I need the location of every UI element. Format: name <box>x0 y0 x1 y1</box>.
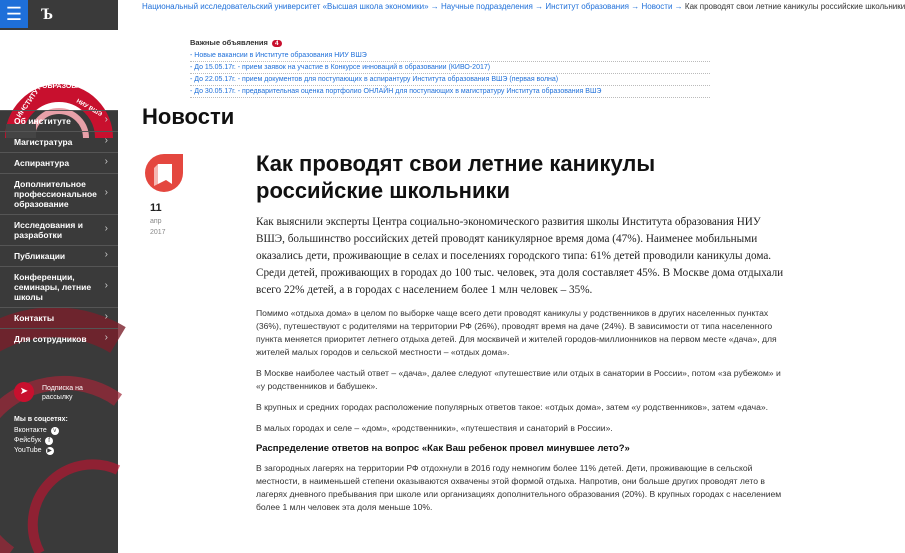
article-subheading: Распределение ответов на вопрос «Как Ваш ребенок провел минувшее лето?» <box>256 443 630 454</box>
sidebar-item[interactable] <box>0 266 118 307</box>
article <box>256 150 784 522</box>
article-year: 2017 <box>150 229 166 236</box>
institute-logo-line-2: ОБРАЗОВАНИЯ <box>42 83 97 90</box>
article-paragraph: В Москве наиболее частый ответ – «дача», далее следуют «путешествие или отдых в санатории в России», потом «за рубежом» и «у родственников и бабушек». <box>256 368 781 391</box>
hse-logo[interactable]: Ъ <box>40 6 54 23</box>
announcements-title: Важные объявления <box>190 38 268 47</box>
sidebar-item[interactable] <box>0 328 118 349</box>
sidebar-item[interactable] <box>0 214 118 245</box>
breadcrumb-separator: → <box>674 2 683 11</box>
sidebar-item-label: Конференции, семинары, летние школы <box>14 272 92 302</box>
social-links <box>14 416 68 456</box>
chevron-right-icon: › <box>104 311 108 322</box>
send-icon: ➤ <box>14 382 34 402</box>
sidebar-item-label: Об институте <box>14 116 71 126</box>
sidebar-item-label: Для сотрудников <box>14 334 87 344</box>
article-paragraph: В малых городах и селе – «дом», «родственники», «путешествия и санаторий в России». <box>256 423 613 433</box>
sidebar-nav <box>0 110 118 349</box>
chevron-right-icon: › <box>104 249 108 260</box>
breadcrumb-item[interactable]: Институт образования <box>545 2 629 11</box>
social-title: Мы в соцсетях: <box>14 416 68 423</box>
article-day: 11 <box>150 202 162 214</box>
sidebar-item[interactable] <box>0 110 118 131</box>
chevron-right-icon: › <box>104 187 108 198</box>
article-date <box>150 216 166 238</box>
sidebar-item-label: Исследования и разработки <box>14 220 83 240</box>
subscribe-label: Подписка на рассылку <box>42 385 83 401</box>
chevron-right-icon: › <box>104 332 108 343</box>
menu-icon[interactable]: ☰ <box>0 0 28 28</box>
main-content <box>118 0 905 553</box>
announcements <box>190 38 710 98</box>
social-link-youtube[interactable] <box>14 446 68 456</box>
breadcrumb-item[interactable]: Национальный исследовательский университет «Высшая школа экономики» <box>142 2 429 11</box>
sidebar-item-label: Дополнительное профессиональное образование <box>14 179 97 209</box>
sidebar-item[interactable] <box>0 173 118 214</box>
social-label: Вконтакте <box>14 427 47 434</box>
announcements-header <box>190 38 710 47</box>
article-title: Как проводят свои летние каникулы российские школьники <box>256 151 656 203</box>
breadcrumb-current: Как проводят свои летние каникулы российские школьники <box>684 2 905 11</box>
breadcrumb-separator: → <box>535 2 544 11</box>
page-title: Новости <box>142 104 235 129</box>
chevron-right-icon: › <box>104 223 108 234</box>
announcement-item[interactable]: - До 15.05.17г. - прием заявок на участие в Конкурсе инноваций в образовании (КИВО-2017) <box>190 62 710 74</box>
breadcrumb <box>142 2 905 12</box>
news-icon <box>144 152 184 194</box>
youtube-icon: ▶ <box>47 448 52 454</box>
announcement-item[interactable]: - До 30.05.17г. - предварительная оценка портфолио ОНЛАЙН для поступающих в магистратуру Института образования ВШЭ <box>190 86 710 98</box>
facebook-icon: f <box>45 437 53 445</box>
breadcrumb-separator: → <box>631 2 640 11</box>
vk-icon: v <box>51 427 59 435</box>
social-label: Фейсбук <box>14 437 42 444</box>
institute-logo-line-1: ИНСТИТУТ <box>15 84 43 120</box>
sidebar-item[interactable] <box>0 131 118 152</box>
sidebar-item-label: Аспирантура <box>14 158 70 168</box>
breadcrumb-item[interactable]: Новости <box>641 2 673 11</box>
announcements-count-badge: 4 <box>272 40 282 47</box>
article-month: апр <box>150 218 162 225</box>
article-paragraph: Помимо «отдыха дома» в целом по выборке чаще всего дети проводят каникулы у родственников в других населенных пунктах (36%), путешествуют с родителями на территории РФ (26%), проводят время на даче (24%). В зависимости от типа населенного пункта меняется приоритет летнего отдыха детей. Для москвичей и жителей городов-миллионников на первом месте «дача», для жителей малых городов и сельской местности – «отдых дома». <box>256 308 777 357</box>
sidebar-item[interactable] <box>0 152 118 173</box>
article-paragraph: В загородных лагерях на территории РФ отдохнули в 2016 году немногим более 11% детей. Дети, проживающие в сельской местности, в наименьшей степени оказываются охвачены этой формой отдыха. Напротив, они больше других проводят лето в лагерях дневного пребывания при школе или организациях дополнительного образования (20%). В крупных городах с населением более 1 млн человек эта доля меньше 10%. <box>256 463 782 512</box>
sidebar-item[interactable] <box>0 245 118 266</box>
sidebar-item-label: Магистратура <box>14 137 73 147</box>
announcement-item[interactable]: - До 22.05.17г. - прием документов для поступающих в аспирантуру Института образования ВШЭ (первая волна) <box>190 74 710 86</box>
chevron-right-icon: › <box>104 114 108 125</box>
social-label: YouTube <box>14 447 42 454</box>
article-lead: Как выяснили эксперты Центра социально-экономического развития школы Института образования НИУ ВШЭ, большинство российских детей проводят каникулярное время дома (47%). Наименее мобильными оказались дети, проживающие в селах и поселениях городского типа: 61% детей проводили каникулы дома. Среди детей, проживающих в городах до 100 тыс. человек, эта доля составляет 45%. В Москве дома отдыхали всего 22% детей, а в городах с населением более 1 млн человек – 35%. <box>256 216 784 296</box>
chevron-right-icon: › <box>104 135 108 146</box>
chevron-right-icon: › <box>104 280 108 291</box>
announcement-item[interactable]: - Новые вакансии в Институте образования НИУ ВШЭ <box>190 50 710 62</box>
sidebar-logo-area <box>0 30 118 120</box>
sidebar <box>0 0 118 553</box>
sidebar-item-label: Контакты <box>14 313 55 323</box>
top-bar <box>0 0 118 30</box>
chevron-right-icon: › <box>104 156 108 167</box>
institute-logo-line-3: НИУ ВШЭ <box>75 98 103 119</box>
breadcrumb-separator: → <box>430 2 439 11</box>
article-paragraph: В крупных и средних городах расположение популярных ответов такое: «отдых дома», затем «у родственников», затем «дача». <box>256 402 769 412</box>
social-link-vk[interactable] <box>14 426 68 436</box>
sidebar-item[interactable] <box>0 307 118 328</box>
social-link-facebook[interactable] <box>14 436 68 446</box>
sidebar-item-label: Публикации <box>14 251 66 261</box>
breadcrumb-item[interactable]: Научные подразделения <box>440 2 533 11</box>
